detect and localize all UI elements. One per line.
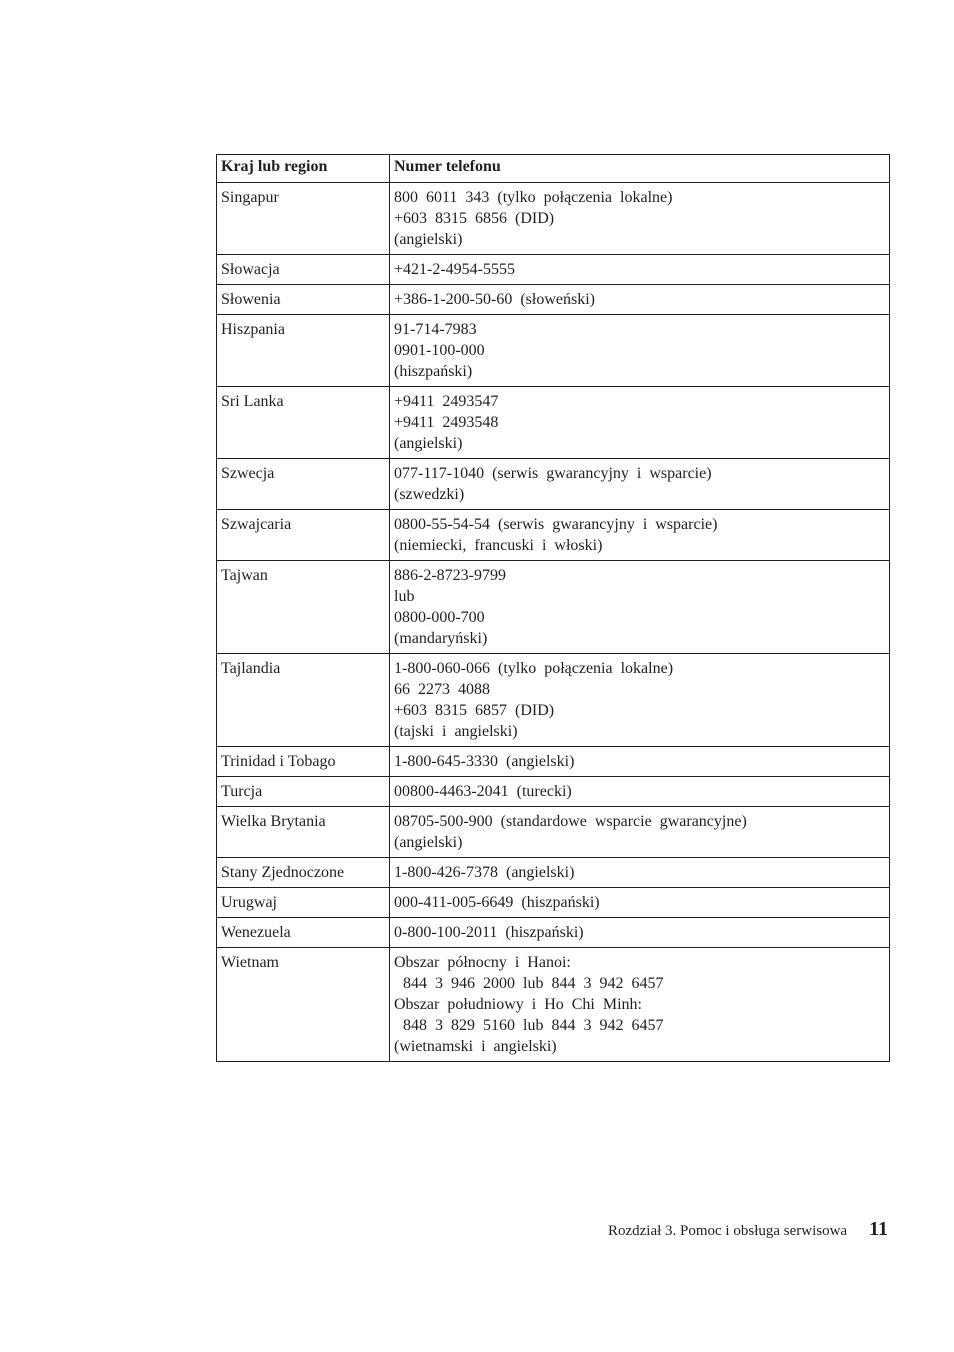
country-cell: Tajlandia bbox=[217, 654, 390, 747]
phone-line: 0901-100-000 bbox=[394, 342, 485, 359]
phone-cell bbox=[390, 807, 890, 858]
country-cell: Wielka Brytania bbox=[217, 807, 390, 858]
phone-cell bbox=[390, 561, 890, 654]
phone-line: (niemiecki, francuski i włoski) bbox=[394, 537, 603, 554]
phone-line: 800 6011 343 (tylko połączenia lokalne) bbox=[394, 189, 673, 206]
phone-cell bbox=[390, 888, 890, 918]
phone-line: Obszar północny i Hanoi: bbox=[394, 954, 571, 971]
country-cell: Singapur bbox=[217, 183, 390, 255]
phone-line: (mandaryński) bbox=[394, 630, 488, 647]
table-row bbox=[217, 777, 890, 807]
table-header-row bbox=[217, 155, 890, 183]
phone-cell bbox=[390, 777, 890, 807]
phone-cell bbox=[390, 858, 890, 888]
phone-line: 077-117-1040 (serwis gwarancyjny i wsparcie) bbox=[394, 465, 712, 482]
phone-cell bbox=[390, 510, 890, 561]
phone-cell bbox=[390, 285, 890, 315]
table-row bbox=[217, 858, 890, 888]
table-row bbox=[217, 510, 890, 561]
table-row bbox=[217, 561, 890, 654]
phone-line: 844 3 946 2000 lub 844 3 942 6457 bbox=[403, 975, 664, 992]
phone-line: +9411 2493548 bbox=[394, 414, 499, 431]
phone-line: +603 8315 6856 (DID) bbox=[394, 210, 555, 227]
phone-line: (hiszpański) bbox=[394, 363, 473, 380]
phone-line: lub bbox=[394, 588, 415, 605]
phone-line: (wietnamski i angielski) bbox=[394, 1038, 557, 1055]
phone-line: (szwedzki) bbox=[394, 486, 465, 503]
page-number: 11 bbox=[869, 1218, 888, 1240]
table-row bbox=[217, 183, 890, 255]
phone-line: +386-1-200-50-60 (słoweński) bbox=[394, 291, 595, 308]
column-header-country: Kraj lub region bbox=[217, 155, 390, 183]
country-cell: Szwajcaria bbox=[217, 510, 390, 561]
phone-cell bbox=[390, 387, 890, 459]
phone-line: +421-2-4954-5555 bbox=[394, 261, 516, 278]
phone-line: 000-411-005-6649 (hiszpański) bbox=[394, 894, 600, 911]
phone-line: 1-800-426-7378 (angielski) bbox=[394, 864, 575, 881]
phone-line: 08705-500-900 (standardowe wsparcie gwarancyjne) bbox=[394, 813, 747, 830]
phone-cell bbox=[390, 918, 890, 948]
phone-cell bbox=[390, 654, 890, 747]
table-row bbox=[217, 285, 890, 315]
table-row bbox=[217, 654, 890, 747]
country-cell: Słowacja bbox=[217, 255, 390, 285]
phone-line: 1-800-645-3330 (angielski) bbox=[394, 753, 575, 770]
phone-line: +9411 2493547 bbox=[394, 393, 499, 410]
country-cell: Tajwan bbox=[217, 561, 390, 654]
country-cell: Hiszpania bbox=[217, 315, 390, 387]
phone-numbers-table-wrapper bbox=[216, 154, 889, 1062]
phone-line: +603 8315 6857 (DID) bbox=[394, 702, 555, 719]
phone-line: 0800-000-700 bbox=[394, 609, 485, 626]
country-cell: Słowenia bbox=[217, 285, 390, 315]
table-row bbox=[217, 807, 890, 858]
phone-line: 0800-55-54-54 (serwis gwarancyjny i wsparcie) bbox=[394, 516, 718, 533]
table-row bbox=[217, 747, 890, 777]
phone-line: Obszar południowy i Ho Chi Minh: bbox=[394, 996, 642, 1013]
phone-cell bbox=[390, 315, 890, 387]
chapter-title: Rozdział 3. Pomoc i obsługa serwisowa bbox=[607, 1223, 848, 1239]
phone-cell bbox=[390, 948, 890, 1062]
table-row bbox=[217, 948, 890, 1062]
phone-line: 848 3 829 5160 lub 844 3 942 6457 bbox=[403, 1017, 664, 1034]
country-cell: Turcja bbox=[217, 777, 390, 807]
phone-line: 91-714-7983 bbox=[394, 321, 477, 338]
table-row bbox=[217, 255, 890, 285]
phone-numbers-table bbox=[216, 154, 890, 1062]
phone-line: 0-800-100-2011 (hiszpański) bbox=[394, 924, 584, 941]
table-row bbox=[217, 459, 890, 510]
phone-line: 1-800-060-066 (tylko połączenia lokalne) bbox=[394, 660, 674, 677]
phone-line: 886-2-8723-9799 bbox=[394, 567, 506, 584]
country-cell: Stany Zjednoczone bbox=[217, 858, 390, 888]
phone-line: 00800-4463-2041 (turecki) bbox=[394, 783, 572, 800]
phone-line: (angielski) bbox=[394, 834, 463, 851]
phone-cell bbox=[390, 255, 890, 285]
phone-cell bbox=[390, 459, 890, 510]
phone-line: (angielski) bbox=[394, 435, 463, 452]
country-cell: Wenezuela bbox=[217, 918, 390, 948]
country-cell: Wietnam bbox=[217, 948, 390, 1062]
table-row bbox=[217, 315, 890, 387]
country-cell: Sri Lanka bbox=[217, 387, 390, 459]
country-cell: Urugwaj bbox=[217, 888, 390, 918]
phone-line: (tajski i angielski) bbox=[394, 723, 518, 740]
country-cell: Trinidad i Tobago bbox=[217, 747, 390, 777]
table-row bbox=[217, 918, 890, 948]
column-header-phone: Numer telefonu bbox=[390, 155, 890, 183]
country-cell: Szwecja bbox=[217, 459, 390, 510]
phone-cell bbox=[390, 747, 890, 777]
phone-cell bbox=[390, 183, 890, 255]
phone-line: (angielski) bbox=[394, 231, 463, 248]
page-footer bbox=[608, 1218, 888, 1241]
phone-line: 66 2273 4088 bbox=[394, 681, 490, 698]
table-row bbox=[217, 888, 890, 918]
table-body bbox=[217, 183, 890, 1062]
table-row bbox=[217, 387, 890, 459]
